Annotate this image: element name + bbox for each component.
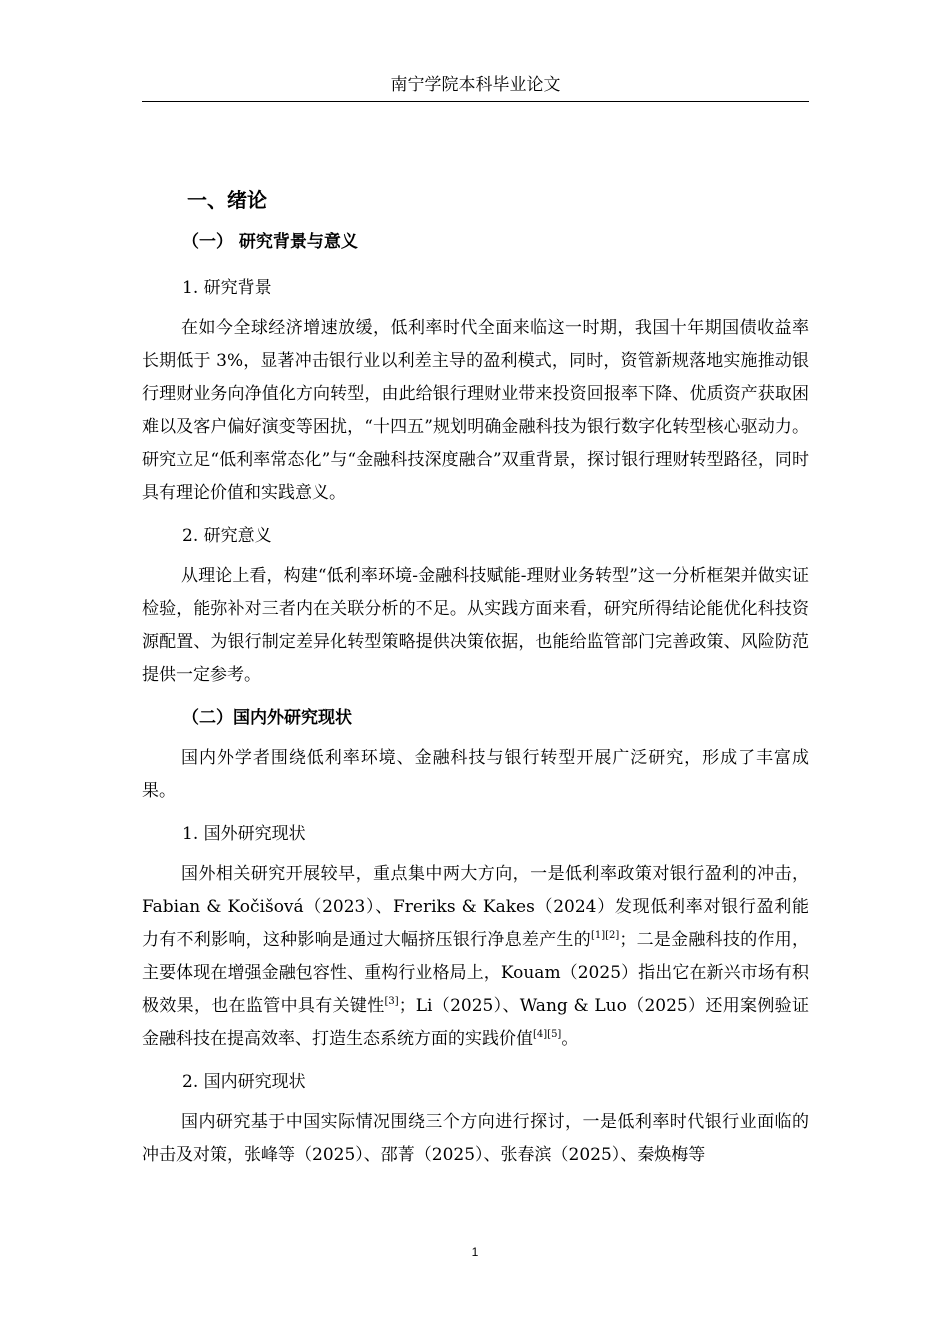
running-header [142,72,809,102]
citation-ref: [1][2] [590,930,620,941]
citation-ref: [4][5] [533,1029,562,1040]
paragraph-research-significance: 从理论上看，构建“低利率环境-金融科技赋能-理财业务转型”这一分析框架并做实证检验，能弥补对三者内在关联分析的不足。从实践方面来看，研究所得结论能优化科技资源配置、为银行制定差异化转型策略提供决策依据，也能给监管部门完善政策、风险防范提供一定参考。 [142,566,809,685]
foreign-text-1: 国外相关研究开展较早，重点集中两大方向，一是低利率政策对银行盈利的冲击，Fabian & Kočišová（2023）、Freriks & Kakes（2024）发现低利率对银行盈利能力有不利影响，这种影响是通过大幅挤压银行净息差产生的 [142,864,809,950]
subsection-heading-domestic-research: 2. 国内研究现状 [182,1072,306,1092]
section-heading-background: （一） 研究背景与意义 [182,232,358,252]
citation-ref: [3] [384,996,399,1007]
chapter-heading: 一、绪论 [187,188,267,212]
foreign-text-4: 。 [561,1029,579,1049]
subsection-heading-research-background: 1. 研究背景 [182,278,272,298]
paragraph-research-background: 在如今全球经济增速放缓，低利率时代全面来临这一时期，我国十年期国债收益率长期低于 3%，显著冲击银行业以利差主导的盈利模式，同时，资管新规落地实施推动银行理财业务向净值化方向转型，由此给银行理财业带来投资回报率下降、优质资产获取困难以及客户偏好演变等困扰，“十四五”规划明确金融科技为银行数字化转型核心驱动力。研究立足“低利率常态化”与“金融科技深度融合”双重背景，探讨银行理财转型路径，同时具有理论价值和实践意义。 [142,318,809,503]
paper-body [142,180,809,1172]
header-title: 南宁学院本科毕业论文 [390,75,561,95]
paragraph-foreign-research [142,858,809,1056]
section-heading-literature-review: （二）国内外研究现状 [182,708,352,728]
paragraph-literature-intro: 国内外学者围绕低利率环境、金融科技与银行转型开展广泛研究，形成了丰富成果。 [142,748,809,801]
foreign-text-2: ；二是金融科技的作用，主要体现在增强金融包容性、重构行业格局上，Kouam（2025）指出它在新兴市场有积极效果，也在监管中具有关键性 [142,930,810,1016]
page-number: 1 [471,1245,479,1259]
paragraph-domestic-research: 国内研究基于中国实际情况围绕三个方向进行探讨，一是低利率时代银行业面临的冲击及对策，张峰等（2025）、邵菁（2025）、张春滨（2025）、秦焕梅等 [142,1112,809,1165]
subsection-heading-research-significance: 2. 研究意义 [182,526,272,546]
foreign-text-3: ；Li（2025）、Wang & Luo（2025）还用案例验证金融科技在提高效率、打造生态系统方面的实践价值 [142,996,809,1049]
subsection-heading-foreign-research: 1. 国外研究现状 [182,824,306,844]
